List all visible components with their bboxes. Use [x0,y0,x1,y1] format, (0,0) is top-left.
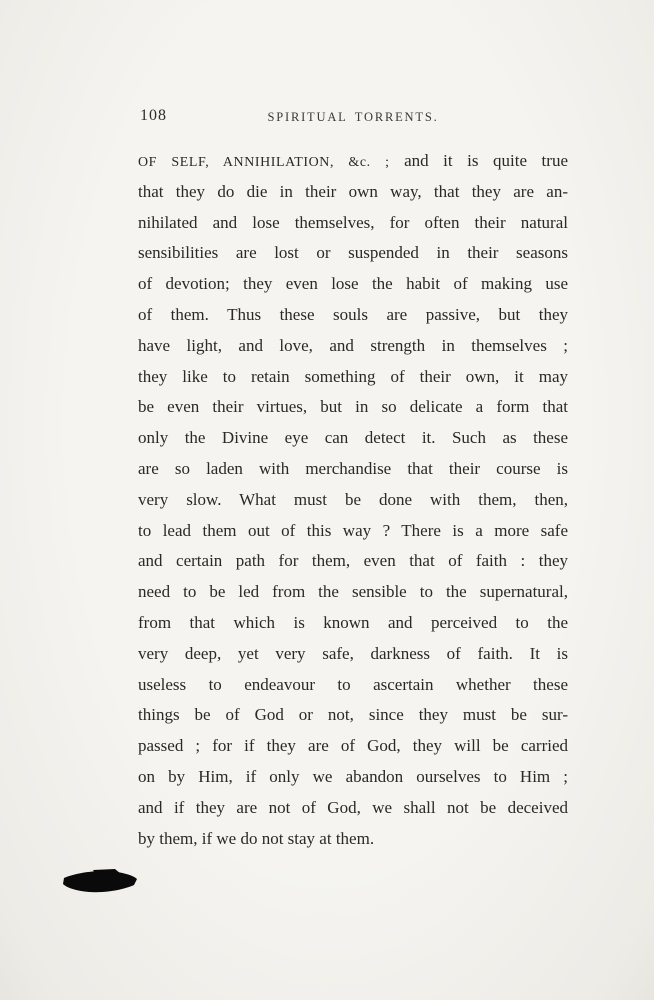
ink-blot [63,868,139,898]
text-line: nihilated and lose themselves, for often their natural [138,212,568,232]
text-line: very deep, yet very safe, darkness of faith. It is [138,643,568,663]
text-line: to lead them out of this way ? There is a more safe [138,520,568,540]
text-line: are so laden with merchandise that their course is [138,458,568,478]
text-line: that they do die in their own way, that they are an- [138,181,568,201]
text-line: only the Divine eye can detect it. Such as these [138,428,568,448]
text-line: of them. Thus these souls are passive, but they [138,304,568,324]
text-line: have light, and love, and strength in themselves ; [138,335,568,355]
lead-rest: and it is quite true [389,151,568,170]
text-line: be even their virtues, but in so delicate a form that [138,397,568,417]
text-line-last: by them, if we do not stay at them. [138,828,375,848]
text-line: sensibilities are lost or suspended in their seasons [138,243,568,263]
text-line: and if they are not of God, we shall not be deceived [138,797,568,817]
lead-smallcaps: OF SELF, ANNIHILATION, &c. ; [138,155,390,170]
text-line: on by Him, if only we abandon ourselves to Him ; [138,766,568,786]
text-line: and certain path for them, even that of faith : they [138,551,568,571]
text-line: useless to endeavour to ascertain whether these [138,674,568,694]
text-line: from that which is known and perceived to the [138,612,568,632]
text-line: need to be led from the sensible to the supernatural, [138,582,568,602]
page-number: 108 [140,107,167,124]
text-line: of devotion; they even lose the habit of making use [138,274,568,294]
text-block [138,146,568,854]
text-line: they like to retain something of their own, it may [138,366,568,386]
text-line: passed ; for if they are of God, they will be carried [138,736,568,756]
page-header [138,106,568,128]
running-title: SPIRITUAL TORRENTS. [267,110,439,124]
text-line [138,146,568,177]
text-line: things be of God or not, since they must be sur- [138,705,568,725]
text-line: very slow. What must be done with them, then, [138,489,568,509]
